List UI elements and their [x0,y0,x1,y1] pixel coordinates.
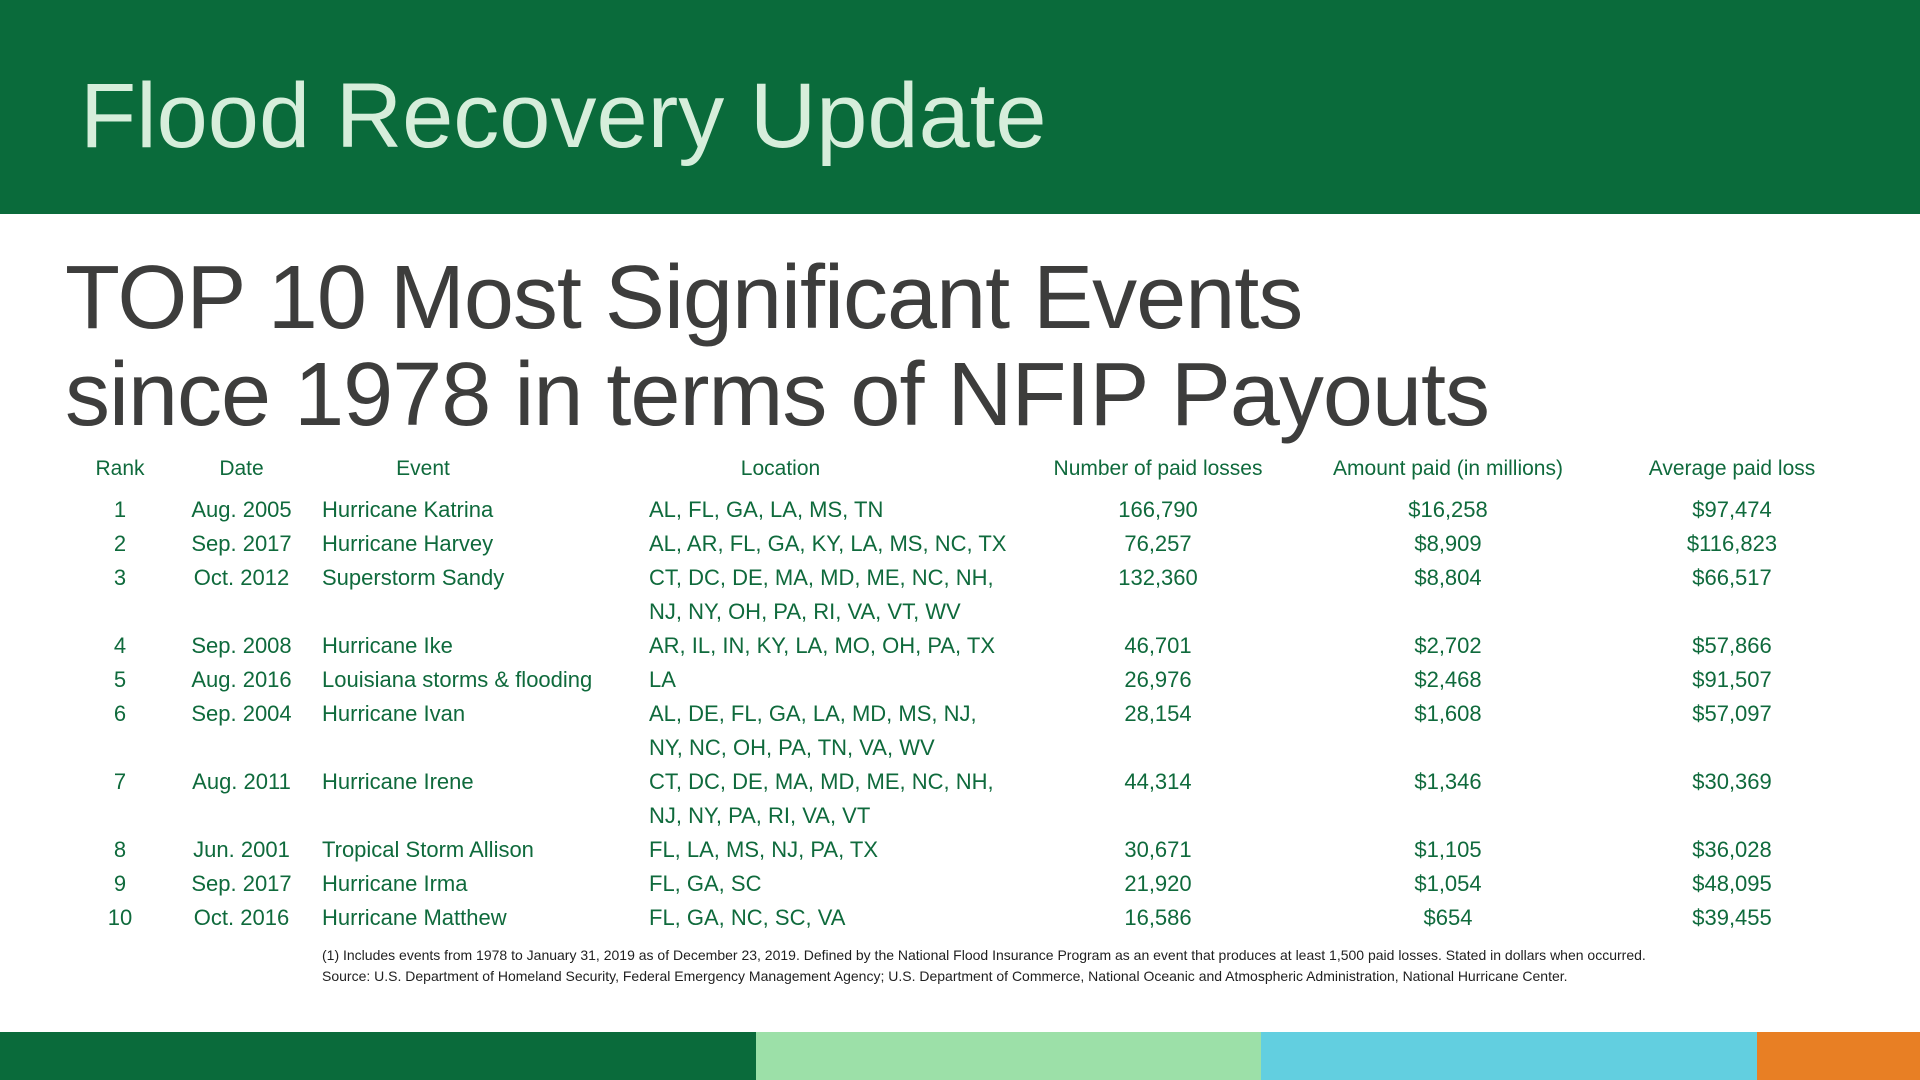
slide-title: Flood Recovery Update [80,64,1047,167]
table-row [0,697,1920,765]
cell-losses: 21,920 [1124,871,1192,896]
cell-average: $91,507 [1692,667,1772,692]
cell-event: Hurricane Ike [322,633,453,658]
cell-rank: 4 [113,633,127,658]
cell-event: Louisiana storms & flooding [322,667,593,692]
cell-rank: 2 [113,531,127,556]
cell-average: $39,455 [1692,905,1772,930]
cell-location [618,697,1038,765]
cell-rank: 8 [113,837,127,862]
table-row [0,629,1920,663]
cell-losses: 28,154 [1124,701,1192,726]
cell-rank: 10 [107,905,133,930]
cell-date: Aug. 2011 [192,769,291,794]
cell-losses: 30,671 [1124,837,1192,862]
page-title [65,250,1920,444]
cell-rank: 5 [113,667,127,692]
column-header-losses: Number of paid losses [1053,457,1263,480]
cell-date: Jun. 2001 [193,837,290,862]
column-header-event: Event [396,457,450,480]
location-line: NY, NC, OH, PA, TN, VA, WV [649,735,935,760]
cell-amount: $1,346 [1414,769,1482,794]
location-line: CT, DC, DE, MA, MD, ME, NC, NH, [649,565,994,590]
cell-amount: $1,608 [1414,701,1482,726]
column-header-average: Average paid loss [1648,457,1816,480]
location-line: CT, DC, DE, MA, MD, ME, NC, NH, [649,769,994,794]
location-line: NJ, NY, OH, PA, RI, VA, VT, WV [649,599,961,624]
slide-header-band [0,0,1920,214]
cell-event: Hurricane Irene [322,769,474,794]
footnotes [322,945,1920,987]
cell-event: Superstorm Sandy [322,565,505,590]
column-header-location: Location [740,457,821,480]
footnote-definition: (1) Includes events from 1978 to January 31, 2019 as of December 23, 2019. Defined by the National Flood Insurance Program as an event that produces at least 1,500 paid losses. Stated in dollars when occurred. [322,947,1646,963]
column-header-date: Date [219,457,264,480]
cell-average: $66,517 [1692,565,1772,590]
table-body [0,493,1920,935]
location-line: AL, FL, GA, LA, MS, TN [649,497,884,522]
table-row [0,765,1920,833]
cell-location [618,663,1038,697]
cell-amount: $1,054 [1414,871,1482,896]
cell-average: $36,028 [1692,837,1772,862]
cell-location [618,527,1038,561]
cell-rank: 3 [113,565,127,590]
cell-date: Aug. 2005 [191,497,292,522]
cell-amount: $2,702 [1414,633,1482,658]
cell-amount: $2,468 [1414,667,1482,692]
cell-losses: 166,790 [1118,497,1198,522]
column-header-amount: Amount paid (in millions) [1333,457,1563,480]
cell-losses: 26,976 [1124,667,1192,692]
cell-rank: 7 [113,769,127,794]
location-line: FL, LA, MS, NJ, PA, TX [649,837,879,862]
cell-average: $30,369 [1692,769,1772,794]
cell-rank: 9 [113,871,127,896]
cell-date: Sep. 2008 [191,633,292,658]
cell-rank: 1 [113,497,127,522]
table-row [0,867,1920,901]
cell-losses: 132,360 [1118,565,1198,590]
cell-amount: $16,258 [1408,497,1488,522]
cell-event: Hurricane Katrina [322,497,494,522]
cell-average: $57,097 [1692,701,1772,726]
location-line: AR, IL, IN, KY, LA, MO, OH, PA, TX [649,633,995,658]
cell-amount: $654 [1423,905,1473,930]
orange-bar-segment [1757,1032,1920,1080]
cell-amount: $8,804 [1414,565,1482,590]
cell-location [618,833,1038,867]
cell-date: Oct. 2012 [193,565,290,590]
location-line: FL, GA, NC, SC, VA [649,905,846,930]
cell-date: Sep. 2017 [191,871,292,896]
table-row [0,901,1920,935]
page-title-line-1: TOP 10 Most Significant Events [65,248,1303,348]
cell-location [618,867,1038,901]
cyan-bar-segment [1261,1032,1756,1080]
cell-location [618,629,1038,663]
cell-date: Sep. 2004 [191,701,292,726]
cell-date: Aug. 2016 [191,667,292,692]
cell-amount: $8,909 [1414,531,1482,556]
location-line: FL, GA, SC [649,871,762,896]
cell-event: Hurricane Matthew [322,905,507,930]
table-header-row [0,454,1920,484]
cell-losses: 16,586 [1124,905,1192,930]
cell-event: Hurricane Harvey [322,531,494,556]
location-line: AL, DE, FL, GA, LA, MD, MS, NJ, [649,701,977,726]
location-line: NJ, NY, PA, RI, VA, VT [649,803,871,828]
cell-average: $116,823 [1686,531,1778,556]
cell-location [618,901,1038,935]
column-header-rank: Rank [95,457,145,480]
cell-location [618,765,1038,833]
cell-losses: 46,701 [1124,633,1192,658]
cell-losses: 76,257 [1124,531,1192,556]
footnote-source: Source: U.S. Department of Homeland Security, Federal Emergency Management Agency; U.S. Department of Commerce, National Oceanic and Atmospheric Administration, National Hurricane Center. [322,968,1568,984]
table-row [0,527,1920,561]
footer-color-bar [0,1032,1920,1080]
location-line: LA [649,667,676,692]
table-row [0,493,1920,527]
location-line: AL, AR, FL, GA, KY, LA, MS, NC, TX [649,531,1007,556]
cell-rank: 6 [113,701,127,726]
cell-amount: $1,105 [1414,837,1482,862]
dark-green-bar-segment [0,1032,756,1080]
cell-average: $97,474 [1692,497,1772,522]
cell-event: Hurricane Irma [322,871,468,896]
cell-date: Oct. 2016 [193,905,290,930]
cell-average: $48,095 [1692,871,1772,896]
cell-event: Tropical Storm Allison [322,837,534,862]
cell-date: Sep. 2017 [191,531,292,556]
cell-event: Hurricane Ivan [322,701,466,726]
cell-losses: 44,314 [1124,769,1192,794]
table-row [0,561,1920,629]
cell-location [618,561,1038,629]
payout-table [0,454,1920,935]
table-row [0,833,1920,867]
cell-average: $57,866 [1692,633,1772,658]
light-green-bar-segment [756,1032,1261,1080]
page-title-line-2: since 1978 in terms of NFIP Payouts [65,345,1490,445]
table-row [0,663,1920,697]
cell-location [618,493,1038,527]
